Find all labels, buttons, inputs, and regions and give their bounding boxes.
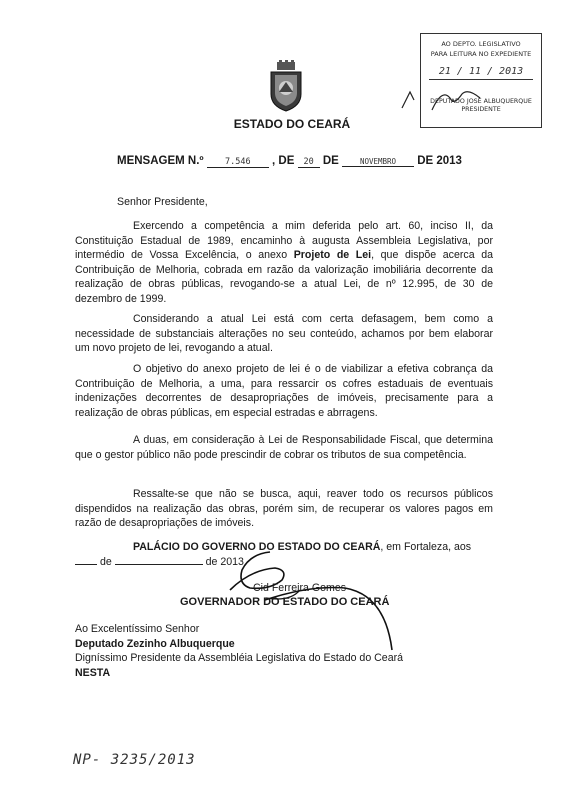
message-de-1: , DE [272, 155, 295, 167]
paragraph-1-bold: Projeto de Lei [293, 249, 372, 262]
palace-name: PALÁCIO DO GOVERNO DO ESTADO DO CEARÁ [133, 541, 381, 553]
message-day: 20 [298, 157, 320, 168]
state-title: ESTADO DO CEARÁ [233, 117, 351, 131]
paragraph-4: A duas, em consideração à Lei de Responsabilidade Fiscal, que determina que o gestor público não pode prescindir de cobrar os tributos de sua competência. [75, 434, 493, 461]
addressee-line-3: Digníssimo Presidente da Assembléia Legislativa do Estado do Ceará [75, 652, 404, 664]
paragraph-1-text-b: , que dispõe acerca da Contribuição de Melhoria, cobrada em razão da valorização imobiliária decorrente da realização de obras públicas, revogando-se a atual Lei, de nº 12.995, de 30 de dezembro de 1999. [75, 249, 493, 305]
closing-de-b: de 2013. [205, 556, 247, 568]
message-number: 7.546 [207, 157, 269, 168]
signer-name: Cid Ferreira Gomes [253, 582, 347, 594]
addressee-block [75, 622, 403, 680]
paragraph-1-text-a: Exercendo a competência a mim deferida pelo art. 60, inciso II, da Constituição Estadual de 1989, encaminho à augusta Assembleia Legislativa, por intermédio de Vossa Excelência, o anexo [75, 220, 493, 262]
message-month: NOVEMBRO [342, 157, 414, 167]
addressee-line-2: Deputado Zezinho Albuquerque [75, 637, 235, 650]
message-line [117, 155, 477, 168]
addressee-line-4: NESTA [75, 666, 111, 679]
handwritten-protocol-note: NP- 3235/2013 [73, 752, 196, 768]
stamp-line-2: PARA LEITURA NO EXPEDIENTE [430, 50, 532, 58]
day-blank [75, 564, 97, 565]
stamp-line-1: AO DEPTO. LEGISLATIVO [441, 40, 521, 48]
coat-of-arms-icon [265, 60, 307, 112]
stamp-date: 21 / 11 / 2013 [438, 66, 524, 77]
salutation: Senhor Presidente, [117, 196, 208, 208]
stamp-role: PRESIDENTE [461, 106, 501, 113]
paragraph-2: Considerando a atual Lei está com certa defasagem, bem como a necessidade de substanciais alterações no seu conteúdo, achamos por bem elaborar um novo projeto de lei, revogando a atual. [75, 313, 493, 355]
message-label: MENSAGEM N.º [117, 155, 204, 167]
addressee-line-1: Ao Excelentíssimo Senhor [75, 623, 200, 635]
stamp-signer: DEPUTADO JOSÉ ALBUQUERQUE [430, 98, 532, 105]
message-de-3: DE 2013 [417, 155, 462, 167]
paragraph-1 [75, 219, 493, 307]
signer-title: GOVERNADOR DO ESTADO DO CEARÁ [180, 596, 390, 608]
closing-city: , em Fortaleza, aos [380, 541, 472, 553]
paragraph-3: O objetivo do anexo projeto de lei é o de viabilizar a efetiva cobrança da Contribuição de Melhoria, a uma, para ressarcir os cofres estaduais de eventuais indenizações decorrentes de desapropriações de imóveis, precisamente para a realização de obras públicas, em especial estradas e abrragens. [75, 363, 493, 419]
paragraph-5: Ressalte-se que não se busca, aqui, reaver todo os recursos públicos dispendidos na realização das obras, porém sim, de recuperar os valores pagos em razão de desapropriações de imóveis. [75, 488, 493, 530]
closing-de-a: de [99, 556, 112, 568]
message-de-2: DE [322, 155, 339, 167]
stamp-signature-icon [392, 80, 502, 120]
